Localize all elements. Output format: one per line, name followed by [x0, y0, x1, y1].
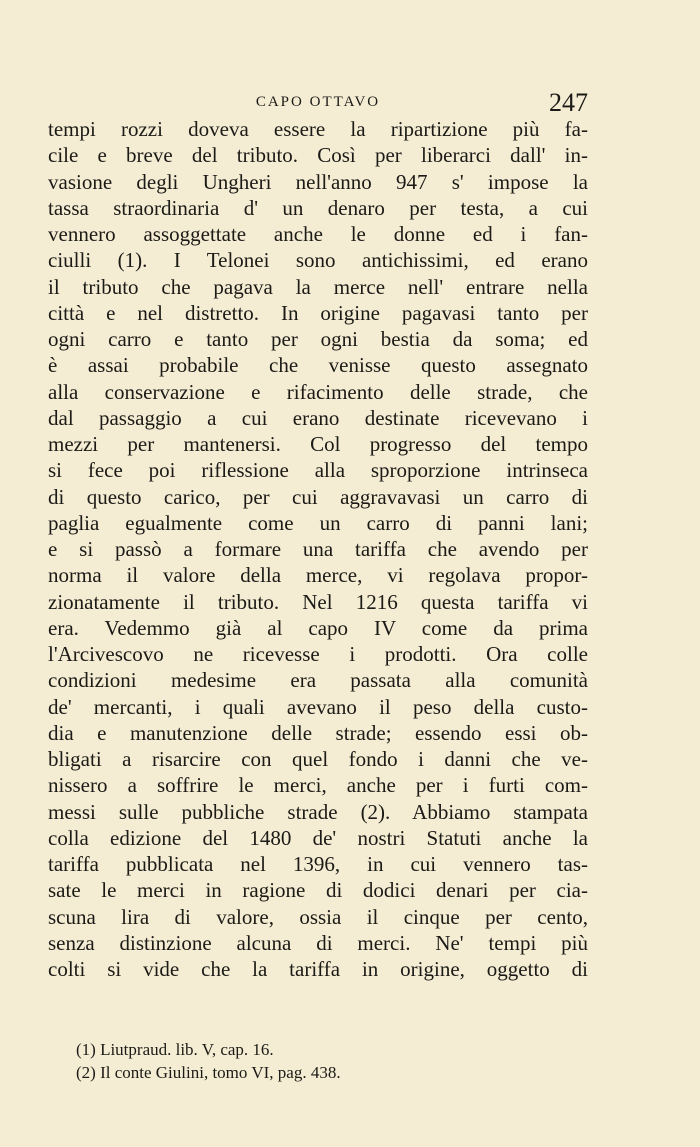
page-number: 247	[549, 88, 588, 117]
text-line: è assai probabile che venisse questo assegnato	[48, 353, 588, 378]
text-line: zionatamente il tributo. Nel 1216 questa tariffa vi	[48, 589, 588, 614]
text-line: alla conservazione e rifacimento delle strade, che	[48, 379, 588, 404]
text-line: ogni carro e tanto per ogni bestia da soma; ed	[48, 327, 588, 351]
text-line: nissero a soffrire le merci, anche per i furti com-	[48, 773, 588, 798]
running-head	[48, 88, 588, 116]
text-line: il tributo che pagava la merce nell' entrare nella	[48, 274, 588, 299]
text-line: scuna lira di valore, ossia il cinque per cento,	[48, 904, 588, 929]
text-line: città e nel distretto. In origine pagavasi tanto per	[48, 300, 588, 325]
text-line: sate le merci in ragione di dodici denari per cia-	[48, 878, 588, 903]
text-line: dal passaggio a cui erano destinate ricevevano i	[48, 405, 588, 430]
text-line: mezzi per mantenersi. Col progresso del tempo	[48, 432, 588, 456]
text-line: colti si vide che la tariffa in origine, oggetto di	[48, 957, 588, 981]
text-line: cile e breve del tributo. Così per liberarci dall' in-	[48, 143, 588, 168]
text-line: condizioni medesime era passata alla comunità	[48, 668, 588, 693]
footnote-2: (2) Il conte Giulini, tomo VI, pag. 438.	[76, 1063, 341, 1082]
text-line: tassa straordinaria d' un denaro per testa, a cui	[48, 195, 588, 220]
text-line: tariffa pubblicata nel 1396, in cui vennero tas-	[48, 852, 588, 876]
text-line: vasione degli Ungheri nell'anno 947 s' impose la	[48, 169, 588, 194]
text-line: paglia egualmente come un carro di panni lani;	[48, 510, 588, 535]
text-line: bligati a risarcire con quel fondo i danni che ve-	[48, 747, 588, 771]
text-line: senza distinzione alcuna di merci. Ne' tempi più	[48, 930, 588, 955]
text-line: ciulli (1). I Telonei sono antichissimi, ed erano	[48, 248, 588, 273]
text-line: de' mercanti, i quali avevano il peso della custo-	[48, 694, 588, 719]
text-line: messi sulle pubbliche strade (2). Abbiamo stampata	[48, 799, 588, 824]
text-line: si fece poi riflessione alla sproporzione intrinseca	[48, 458, 588, 483]
footnote-1: (1) Liutpraud. lib. V, cap. 16.	[76, 1040, 274, 1059]
text-line: l'Arcivescovo ne ricevesse i prodotti. Ora colle	[48, 642, 588, 666]
text-line: di questo carico, per cui aggravavasi un carro di	[48, 484, 588, 509]
text-line: norma il valore della merce, vi regolava propor-	[48, 563, 588, 588]
text-line: tempi rozzi doveva essere la ripartizione più fa-	[48, 117, 588, 141]
body-text	[48, 116, 588, 982]
text-line: colla edizione del 1480 de' nostri Statuti anche la	[48, 825, 588, 850]
text-line: e si passò a formare una tariffa che avendo per	[48, 537, 588, 561]
chapter-title: CAPO OTTAVO	[255, 94, 381, 110]
footnotes	[76, 1038, 576, 1084]
text-line: dia e manutenzione delle strade; essendo essi ob-	[48, 720, 588, 745]
text-line: vennero assoggettate anche le donne ed i fan-	[48, 222, 588, 246]
text-line: era. Vedemmo già al capo IV come da prima	[48, 615, 588, 640]
